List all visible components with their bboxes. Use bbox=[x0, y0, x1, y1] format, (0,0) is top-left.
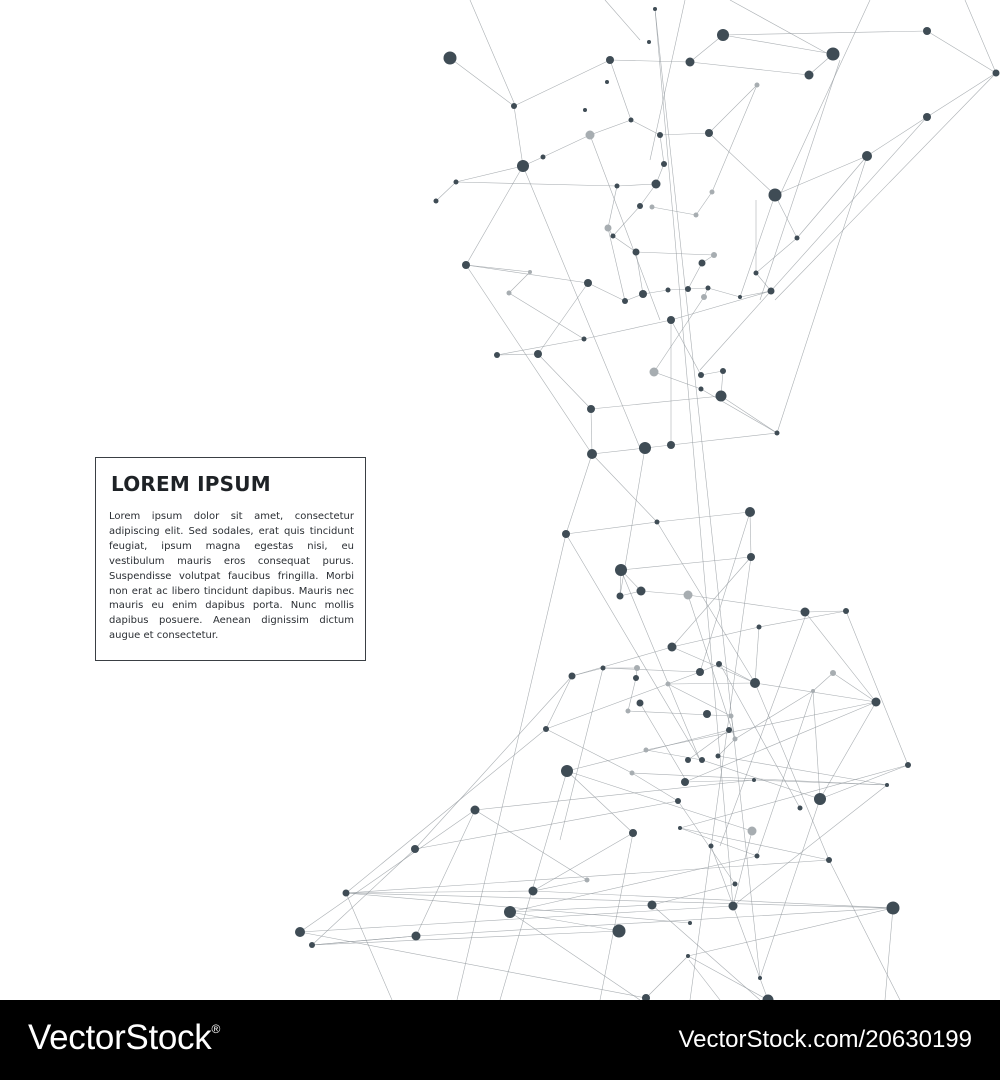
network-node bbox=[605, 225, 612, 232]
network-node bbox=[637, 587, 646, 596]
network-node bbox=[507, 291, 512, 296]
network-node bbox=[685, 286, 691, 292]
network-link bbox=[514, 60, 610, 106]
network-node bbox=[666, 682, 671, 687]
network-link bbox=[346, 893, 392, 1000]
network-link bbox=[755, 627, 759, 683]
network-node bbox=[748, 827, 757, 836]
network-node bbox=[626, 709, 631, 714]
network-node bbox=[633, 249, 640, 256]
network-node bbox=[586, 131, 595, 140]
network-link bbox=[657, 512, 750, 522]
network-node bbox=[534, 350, 542, 358]
network-node bbox=[805, 71, 814, 80]
network-node bbox=[629, 118, 634, 123]
network-node bbox=[795, 236, 800, 241]
network-node bbox=[758, 976, 762, 980]
network-link bbox=[566, 454, 592, 534]
network-node bbox=[768, 288, 775, 295]
network-link bbox=[813, 673, 833, 691]
network-link bbox=[723, 31, 927, 35]
network-node bbox=[694, 213, 699, 218]
network-link bbox=[533, 833, 633, 891]
network-node bbox=[661, 161, 667, 167]
network-node bbox=[633, 675, 639, 681]
network-node bbox=[754, 271, 759, 276]
network-node bbox=[584, 279, 592, 287]
network-node bbox=[757, 625, 762, 630]
network-node bbox=[639, 290, 647, 298]
network-link bbox=[572, 668, 603, 676]
network-link bbox=[632, 773, 678, 801]
network-link bbox=[750, 512, 751, 557]
network-link bbox=[546, 672, 700, 729]
network-node bbox=[688, 921, 692, 925]
network-link bbox=[709, 85, 757, 133]
network-links bbox=[300, 0, 996, 1000]
network-node bbox=[569, 673, 576, 680]
network-link bbox=[733, 785, 887, 906]
network-link bbox=[688, 263, 702, 289]
network-link bbox=[466, 166, 523, 265]
network-link bbox=[584, 320, 671, 339]
network-node bbox=[699, 260, 706, 267]
network-link bbox=[628, 678, 636, 711]
network-node bbox=[622, 298, 628, 304]
network-node bbox=[637, 203, 643, 209]
network-node bbox=[755, 854, 760, 859]
network-node bbox=[709, 844, 714, 849]
network-link bbox=[723, 35, 833, 54]
network-node bbox=[494, 352, 500, 358]
network-node bbox=[814, 793, 826, 805]
network-node bbox=[666, 288, 671, 293]
network-node bbox=[699, 757, 705, 763]
network-link bbox=[510, 905, 652, 912]
network-link bbox=[500, 771, 567, 1000]
network-link bbox=[475, 780, 754, 810]
network-link bbox=[450, 58, 514, 106]
network-link bbox=[672, 557, 751, 647]
network-node bbox=[652, 180, 661, 189]
network-node bbox=[517, 160, 529, 172]
network-node bbox=[562, 530, 570, 538]
network-node bbox=[601, 666, 606, 671]
network-link bbox=[712, 85, 757, 192]
network-node bbox=[769, 189, 782, 202]
network-link bbox=[631, 120, 660, 135]
network-link bbox=[608, 228, 625, 301]
network-link bbox=[592, 454, 657, 522]
network-node bbox=[561, 765, 573, 777]
network-link bbox=[654, 372, 701, 389]
network-link bbox=[523, 166, 640, 448]
network-node bbox=[827, 48, 840, 61]
network-link bbox=[566, 522, 657, 534]
network-link bbox=[346, 729, 546, 893]
network-link bbox=[560, 668, 603, 840]
network-link bbox=[346, 860, 829, 893]
network-link bbox=[628, 711, 731, 716]
network-link bbox=[718, 739, 735, 756]
network-node bbox=[644, 748, 649, 753]
network-node bbox=[717, 29, 729, 41]
network-node bbox=[471, 806, 480, 815]
network-link bbox=[654, 297, 704, 372]
text-box bbox=[95, 457, 366, 661]
network-link bbox=[688, 908, 893, 956]
network-node bbox=[716, 754, 721, 759]
network-link bbox=[533, 880, 587, 891]
network-link bbox=[655, 9, 760, 978]
network-link bbox=[760, 60, 840, 300]
network-link bbox=[641, 591, 688, 595]
network-link bbox=[797, 156, 867, 238]
network-link bbox=[721, 396, 777, 433]
network-link bbox=[696, 192, 712, 215]
network-node bbox=[699, 387, 704, 392]
network-link bbox=[613, 236, 636, 252]
network-link bbox=[646, 956, 688, 998]
network-link bbox=[610, 60, 690, 62]
network-link bbox=[646, 702, 876, 750]
network-node bbox=[675, 798, 681, 804]
network-node bbox=[655, 520, 660, 525]
network-link bbox=[731, 716, 735, 739]
network-link bbox=[572, 647, 672, 676]
network-node bbox=[703, 710, 711, 718]
network-link bbox=[709, 133, 775, 195]
network-link bbox=[700, 512, 750, 672]
network-link bbox=[668, 683, 755, 684]
network-node bbox=[811, 689, 815, 693]
network-node bbox=[528, 270, 532, 274]
network-link bbox=[668, 684, 731, 716]
network-node bbox=[684, 591, 693, 600]
network-node bbox=[605, 80, 609, 84]
network-link bbox=[538, 283, 588, 354]
network-link bbox=[689, 960, 720, 1000]
network-link bbox=[702, 760, 820, 799]
network-node bbox=[543, 726, 549, 732]
network-link bbox=[514, 106, 523, 166]
network-node bbox=[872, 698, 881, 707]
network-node bbox=[750, 678, 760, 688]
network-link bbox=[733, 831, 752, 906]
network-node bbox=[801, 608, 810, 617]
network-link bbox=[567, 771, 633, 833]
network-node bbox=[775, 431, 780, 436]
network-node bbox=[582, 337, 587, 342]
network-link bbox=[610, 60, 631, 120]
network-node bbox=[611, 234, 616, 239]
network-link bbox=[678, 801, 735, 884]
network-link bbox=[885, 908, 893, 1000]
network-node bbox=[648, 901, 657, 910]
network-node bbox=[587, 449, 597, 459]
network-node bbox=[650, 205, 655, 210]
network-node bbox=[630, 771, 635, 776]
network-nodes bbox=[295, 7, 1000, 1000]
network-link bbox=[965, 0, 996, 73]
network-node bbox=[733, 882, 738, 887]
network-link bbox=[591, 409, 592, 454]
network-node bbox=[752, 778, 756, 782]
network-link bbox=[690, 35, 723, 62]
network-link bbox=[416, 810, 475, 936]
network-link bbox=[775, 195, 797, 238]
network-link bbox=[660, 133, 709, 135]
network-node bbox=[615, 564, 627, 576]
network-link bbox=[756, 273, 771, 291]
network-node bbox=[887, 902, 900, 915]
network-node bbox=[843, 608, 849, 614]
network-node bbox=[444, 52, 457, 65]
network-node bbox=[685, 757, 691, 763]
network-node bbox=[629, 829, 637, 837]
network-node bbox=[613, 925, 626, 938]
network-node bbox=[830, 670, 836, 676]
network-node bbox=[706, 286, 711, 291]
network-link bbox=[650, 0, 685, 160]
network-node bbox=[529, 887, 538, 896]
network-link bbox=[636, 252, 714, 255]
network-link bbox=[755, 683, 876, 702]
network-node bbox=[412, 932, 421, 941]
network-node bbox=[639, 442, 651, 454]
network-link bbox=[652, 207, 696, 215]
network-link bbox=[605, 0, 640, 40]
network-link bbox=[510, 912, 619, 931]
network-link bbox=[760, 799, 820, 978]
network-link bbox=[510, 856, 757, 912]
network-link bbox=[820, 765, 908, 799]
network-link bbox=[833, 673, 876, 702]
network-node bbox=[701, 294, 707, 300]
network-node bbox=[923, 27, 931, 35]
network-node bbox=[686, 58, 695, 67]
network-node bbox=[711, 252, 717, 258]
network-link bbox=[509, 272, 530, 293]
network-link bbox=[740, 195, 775, 297]
network-link bbox=[668, 289, 688, 290]
network-link bbox=[646, 750, 702, 760]
network-node bbox=[885, 783, 889, 787]
network-node bbox=[295, 927, 305, 937]
network-link bbox=[756, 238, 797, 273]
network-node bbox=[720, 368, 726, 374]
network-node bbox=[343, 890, 350, 897]
network-node bbox=[726, 727, 732, 733]
network-node bbox=[716, 391, 727, 402]
text-box-body: Lorem ipsum dolor sit amet, consectetur adipiscing elit. Sed sodales, erat quis tincidunt feugiat, ipsum magna egestas nisi, eu vestibulum mauris eros consequat purus. Suspendisse volutpat faucibus fringilla. Morbi non erat ac libero tincidunt dapibus. Mauris nec mauris eu enim dapibus porta. Nunc mollis dapibus posuere. Aenean dignissim dictum augue et consectetur. bbox=[109, 511, 354, 642]
network-link bbox=[617, 184, 656, 186]
network-link bbox=[621, 557, 751, 570]
network-link bbox=[567, 771, 752, 831]
network-link bbox=[690, 557, 751, 1000]
network-node bbox=[733, 737, 738, 742]
network-link bbox=[688, 730, 729, 760]
network-link bbox=[603, 668, 700, 672]
network-link bbox=[300, 932, 646, 998]
network-node bbox=[541, 155, 546, 160]
network-link bbox=[735, 691, 813, 739]
network-link bbox=[592, 448, 645, 454]
network-node bbox=[634, 665, 640, 671]
network-node bbox=[587, 405, 595, 413]
image-reference: VectorStock.com/20630199 bbox=[678, 1026, 972, 1053]
network-link bbox=[672, 627, 759, 647]
network-link bbox=[688, 595, 735, 739]
network-link bbox=[588, 283, 625, 301]
network-link bbox=[590, 135, 660, 320]
network-node bbox=[716, 661, 722, 667]
network-node bbox=[653, 7, 657, 11]
network-node bbox=[585, 878, 590, 883]
network-node bbox=[738, 295, 742, 299]
network-link bbox=[466, 265, 530, 272]
network-link bbox=[688, 288, 708, 289]
network-node bbox=[862, 151, 872, 161]
network-link bbox=[780, 0, 870, 195]
network-link bbox=[466, 265, 592, 454]
network-link bbox=[755, 683, 829, 860]
network-node bbox=[905, 762, 911, 768]
network-node bbox=[434, 199, 439, 204]
network-node bbox=[710, 190, 715, 195]
network-link bbox=[466, 265, 588, 283]
network-node bbox=[309, 942, 315, 948]
network-link bbox=[300, 810, 475, 932]
network-node bbox=[668, 643, 677, 652]
network-link bbox=[566, 534, 700, 760]
network-node bbox=[686, 954, 690, 958]
network-node bbox=[698, 372, 704, 378]
network-node bbox=[747, 553, 755, 561]
network-link bbox=[538, 354, 591, 409]
network-link bbox=[608, 186, 617, 228]
network-link bbox=[660, 135, 664, 164]
network-node bbox=[696, 668, 704, 676]
network-node bbox=[667, 441, 675, 449]
network-link bbox=[671, 433, 777, 445]
network-link bbox=[590, 120, 631, 135]
network-node bbox=[647, 40, 651, 44]
brand-logo bbox=[28, 1018, 220, 1058]
network-link bbox=[456, 166, 523, 182]
network-link bbox=[416, 908, 893, 936]
text-box-title: LOREM IPSUM bbox=[111, 472, 271, 496]
network-link bbox=[591, 396, 721, 409]
network-node bbox=[705, 129, 713, 137]
network-node bbox=[637, 700, 644, 707]
network-link bbox=[719, 664, 755, 683]
network-node bbox=[462, 261, 470, 269]
network-node bbox=[650, 368, 659, 377]
network-node bbox=[606, 56, 614, 64]
network-link bbox=[757, 691, 813, 856]
network-link bbox=[436, 182, 456, 201]
network-node bbox=[454, 180, 459, 185]
network-link bbox=[690, 62, 809, 75]
network-node bbox=[657, 132, 663, 138]
network-link bbox=[718, 756, 887, 785]
network-link bbox=[720, 664, 800, 808]
network-link bbox=[600, 833, 633, 1000]
network-node bbox=[826, 857, 832, 863]
registered-mark: ® bbox=[211, 1022, 221, 1036]
network-link bbox=[777, 156, 867, 433]
network-link bbox=[680, 765, 908, 828]
network-node bbox=[798, 806, 803, 811]
network-link bbox=[685, 702, 876, 782]
network-link bbox=[701, 389, 777, 433]
network-link bbox=[701, 371, 723, 375]
network-link bbox=[813, 691, 820, 799]
network-link bbox=[456, 182, 617, 186]
network-node bbox=[681, 778, 689, 786]
network-link bbox=[700, 117, 927, 370]
network-link bbox=[652, 884, 735, 905]
watermark-footer bbox=[0, 1000, 1000, 1080]
network-node bbox=[511, 103, 517, 109]
network-node bbox=[729, 902, 738, 911]
network-link bbox=[927, 73, 996, 117]
network-link bbox=[688, 956, 768, 1000]
network-node bbox=[617, 593, 624, 600]
network-node bbox=[583, 108, 587, 112]
network-link bbox=[829, 860, 900, 1000]
brand-name: VectorStock bbox=[28, 1018, 212, 1057]
network-link bbox=[546, 729, 632, 773]
network-node bbox=[729, 714, 734, 719]
network-link bbox=[543, 135, 590, 157]
network-link bbox=[775, 73, 996, 300]
network-link bbox=[509, 293, 584, 339]
network-node bbox=[667, 316, 675, 324]
network-node bbox=[755, 83, 760, 88]
network-node bbox=[993, 70, 1000, 77]
network-link bbox=[730, 0, 830, 55]
network-link bbox=[688, 595, 805, 612]
network-node bbox=[504, 906, 516, 918]
network-node bbox=[615, 184, 620, 189]
network-node bbox=[678, 826, 682, 830]
network-node bbox=[745, 507, 755, 517]
network-link bbox=[415, 676, 572, 849]
network-link bbox=[708, 288, 740, 297]
network-link bbox=[470, 0, 515, 105]
network-node bbox=[411, 845, 419, 853]
network-node bbox=[923, 113, 931, 121]
network-link bbox=[927, 31, 996, 73]
